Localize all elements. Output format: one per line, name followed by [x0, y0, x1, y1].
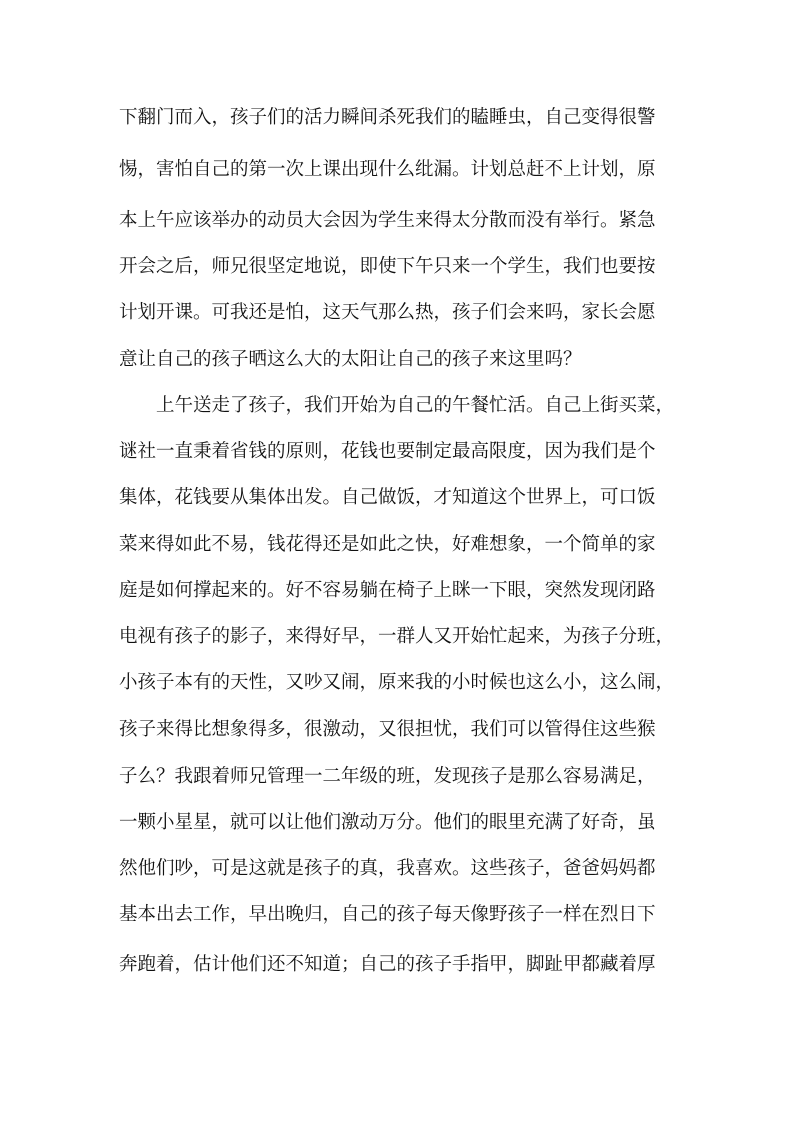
text-line: 计划开课。可我还是怕，这天气那么热，孩子们会来吗，家长会愿 [119, 302, 656, 323]
text-line: 集体，花钱要从集体出发。自己做饭，才知道这个世界上，可口饭 [119, 487, 656, 508]
text-line: 谜社一直秉着省钱的原则，花钱也要制定最高限度，因为我们是个 [119, 441, 656, 462]
text-line: 菜来得如此不易，钱花得还是如此之快，好难想象，一个简单的家 [119, 534, 656, 555]
text-line: 本上午应该举办的动员大会因为学生来得太分散而没有举行。紧急 [119, 210, 656, 231]
text-line: 意让自己的孩子晒这么大的太阳让自己的孩子来这里吗？ [119, 349, 582, 370]
text-line: 下翻门而入，孩子们的活力瞬间杀死我们的瞌睡虫，自己变得很警 [119, 107, 656, 128]
text-line: 子么？我跟着师兄管理一二年级的班，发现孩子是那么容易满足， [119, 766, 656, 787]
text-line: 电视有孩子的影子，来得好早，一群人又开始忙起来，为孩子分班， [119, 626, 675, 647]
text-line: 然他们吵，可是这就是孩子的真，我喜欢。这些孩子，爸爸妈妈都 [119, 858, 656, 879]
text-line: 一颗小星星，就可以让他们激动万分。他们的眼里充满了好奇，虽 [119, 812, 656, 833]
text-line: 庭是如何撑起来的。好不容易躺在椅子上眯一下眼，突然发现闭路 [119, 580, 656, 601]
paragraph-first-line: 上午送走了孩子，我们开始为自己的午餐忙活。自己上街买菜， [156, 395, 675, 416]
text-line: 小孩子本有的天性，又吵又闹，原来我的小时候也这么小，这么闹， [119, 672, 675, 693]
text-line: 奔跑着，估计他们还不知道；自己的孩子手指甲，脚趾甲都藏着厚 [119, 954, 656, 975]
text-line: 基本出去工作，早出晚归，自己的孩子每天像野孩子一样在烈日下 [119, 904, 656, 925]
text-line: 孩子来得比想象得多，很激动，又很担忧，我们可以管得住这些猴 [119, 719, 656, 740]
text-line: 惕，害怕自己的第一次上课出现什么纰漏。计划总赶不上计划，原 [119, 159, 656, 180]
text-line: 开会之后，师兄很坚定地说，即使下午只来一个学生，我们也要按 [119, 256, 656, 277]
